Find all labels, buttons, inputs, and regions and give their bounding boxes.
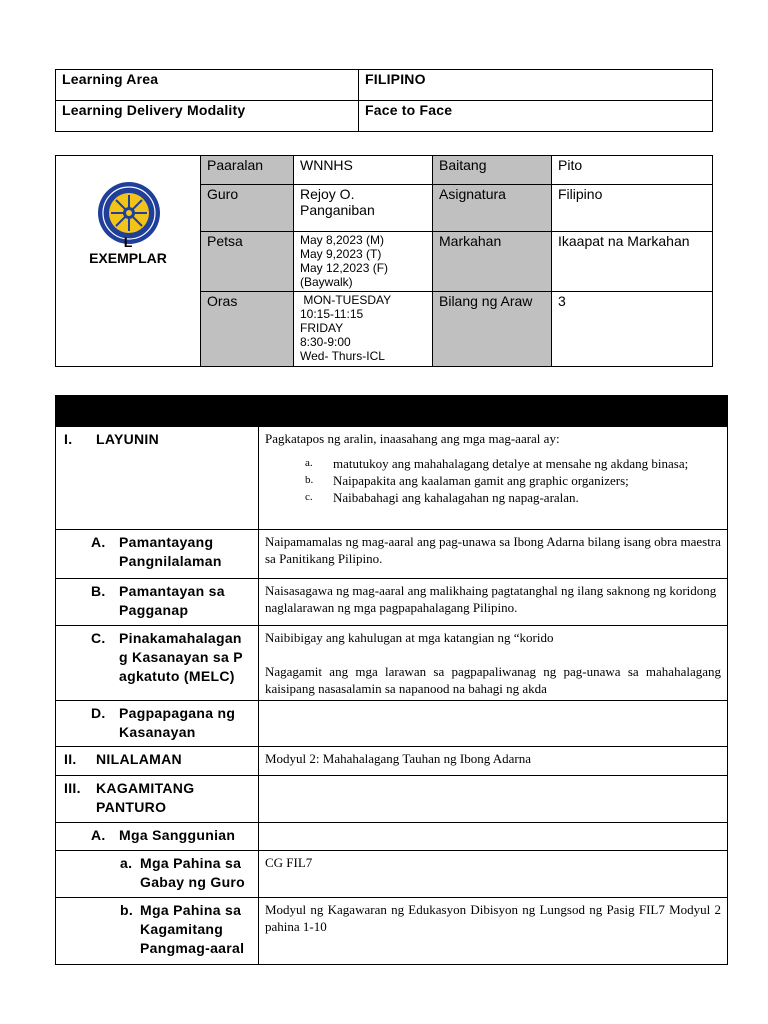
oras-line: 10:15-11:15: [300, 307, 364, 321]
kagamitan-label-cell: [56, 776, 259, 823]
mag-aaral-pahina-value: Modyul ng Kagawaran ng Edukasyon Dibisyon ng Lungsod ng Pasig FIL7 Modyul 2 pahina 1-10: [259, 898, 728, 965]
oras-line: MON-TUESDAY: [300, 293, 392, 307]
kagamitan-num: III.: [64, 780, 81, 796]
oras-label: Oras: [201, 292, 294, 367]
paaralan-value: WNNHS: [294, 156, 433, 185]
objective-mark: c.: [305, 491, 313, 503]
markahan-value: Ikaapat na Markahan: [552, 232, 713, 292]
petsa-value: [294, 232, 433, 292]
mag-aaral-pahina-num: b.: [120, 902, 134, 918]
objective-item: [305, 455, 721, 472]
petsa-line: (Baywalk): [300, 275, 353, 289]
learning-area-table: [55, 69, 713, 132]
nilalaman-num: II.: [64, 751, 77, 767]
melc-value-line-2: Nagagamit ang mga larawan sa pagpapaliwanag ng pag-unawa sa mahahalagang kaisipang nasasalamin sa napanood na bahagi ng akda: [265, 664, 721, 696]
petsa-label: Petsa: [201, 232, 294, 292]
pamantayang-value: Naipamamalas ng mag-aaral ang pag-unawa sa Ibong Adarna bilang isang obra maestra sa Panitikang Pilipino.: [259, 530, 728, 579]
nilalaman-label-cell: [56, 747, 259, 776]
logo-cell: [56, 156, 201, 367]
logo-caption-2: EXEMPLAR: [89, 250, 167, 266]
guro-pahina-num: a.: [120, 855, 133, 871]
learning-area-label: Learning Area: [56, 70, 359, 101]
layunin-num: I.: [64, 431, 73, 447]
melc-label-cell: [56, 626, 259, 701]
objective-text: Naipapakita ang kaalaman gamit ang graphic organizers;: [333, 473, 629, 488]
baitang-value: Pito: [552, 156, 713, 185]
sanggunian-num: A.: [91, 827, 106, 843]
pagganap-label-cell: [56, 579, 259, 626]
guro-value-line-2: Panganiban: [300, 202, 375, 218]
guro-label: Guro: [201, 185, 294, 232]
pagganap-label: Pamantayan sa Pagganap: [119, 583, 225, 618]
pamantayang-label-cell: [56, 530, 259, 579]
guro-value-line-1: Rejoy O.: [300, 186, 355, 202]
melc-value: [259, 626, 728, 701]
mag-aaral-pahina-label: Mga Pahina sa Kagamitang Pangmag-aaral: [140, 902, 245, 956]
paaralan-label: Paaralan: [201, 156, 294, 185]
melc-num: C.: [91, 630, 106, 646]
sanggunian-value: [259, 823, 728, 851]
guro-value: [294, 185, 433, 232]
modality-label: Learning Delivery Modality: [56, 101, 359, 132]
asignatura-label: Asignatura: [433, 185, 552, 232]
header-band: [56, 396, 728, 427]
pagpapagana-num: D.: [91, 705, 106, 721]
bilang-value: 3: [552, 292, 713, 367]
mag-aaral-pahina-label-cell: [56, 898, 259, 965]
learning-area-value: FILIPINO: [359, 70, 713, 101]
oras-line: Wed- Thurs-ICL: [300, 349, 385, 363]
kagamitan-label: KAGAMITANG PANTURO: [96, 780, 195, 815]
logo-caption-1: L: [123, 234, 133, 250]
objective-mark: a.: [305, 457, 313, 469]
layunin-label-cell: [56, 427, 259, 530]
sanggunian-label-cell: [56, 823, 259, 851]
layunin-intro: Pagkatapos ng aralin, inaasahang ang mga mag-aaral ay:: [265, 431, 560, 446]
guro-pahina-value: CG FIL7: [259, 851, 728, 898]
markahan-label: Markahan: [433, 232, 552, 292]
guro-pahina-label: Mga Pahina sa Gabay ng Guro: [140, 855, 246, 890]
pagpapagana-value: [259, 701, 728, 747]
nilalaman-label: NILALAMAN: [96, 751, 182, 767]
bilang-label: Bilang ng Araw: [433, 292, 552, 367]
baitang-label: Baitang: [433, 156, 552, 185]
petsa-line: May 12,2023 (F): [300, 261, 389, 275]
objectives-list: [265, 455, 721, 506]
petsa-line: May 9,2023 (T): [300, 247, 382, 261]
nilalaman-value: Modyul 2: Mahahalagang Tauhan ng Ibong Adarna: [259, 747, 728, 776]
pamantayang-label: Pamantayang Pangnilalaman: [119, 534, 222, 569]
oras-line: FRIDAY: [300, 321, 344, 335]
petsa-line: May 8,2023 (M): [300, 233, 385, 247]
layunin-value: [259, 427, 728, 530]
lesson-plan-table: [55, 395, 728, 965]
melc-label: Pinakamahalagang Kasanayan sa Pagkatuto (MELC): [119, 630, 243, 684]
sanggunian-label: Mga Sanggunian: [119, 827, 236, 843]
pagpapagana-label: Pagpapagana ng Kasanayan: [119, 705, 236, 740]
pagpapagana-label-cell: [56, 701, 259, 747]
modality-value: Face to Face: [359, 101, 713, 132]
pamantayang-num: A.: [91, 534, 106, 550]
objective-item: [305, 472, 721, 489]
objective-item: [305, 489, 721, 506]
asignatura-value: Filipino: [552, 185, 713, 232]
objective-text: matutukoy ang mahahalagang detalye at mensahe ng akdang binasa;: [333, 456, 689, 471]
guro-pahina-label-cell: [56, 851, 259, 898]
layunin-label: LAYUNIN: [96, 431, 160, 447]
pagganap-num: B.: [91, 583, 106, 599]
pagganap-value: Naisasagawa ng mag-aaral ang malikhaing pagtatanghal ng ilang saknong ng koridong naglalarawan ng mga pagpapahalagang Pilipino.: [259, 579, 728, 626]
lesson-info-table: [55, 155, 713, 367]
kagamitan-value: [259, 776, 728, 823]
melc-value-line-1: Naibibigay ang kahulugan at mga katangian ng “korido: [265, 630, 554, 645]
objective-mark: b.: [305, 474, 314, 486]
oras-value: [294, 292, 433, 367]
objective-text: Naibabahagi ang kahalagahan ng napag-aralan.: [333, 490, 579, 505]
oras-line: 8:30-9:00: [300, 335, 351, 349]
